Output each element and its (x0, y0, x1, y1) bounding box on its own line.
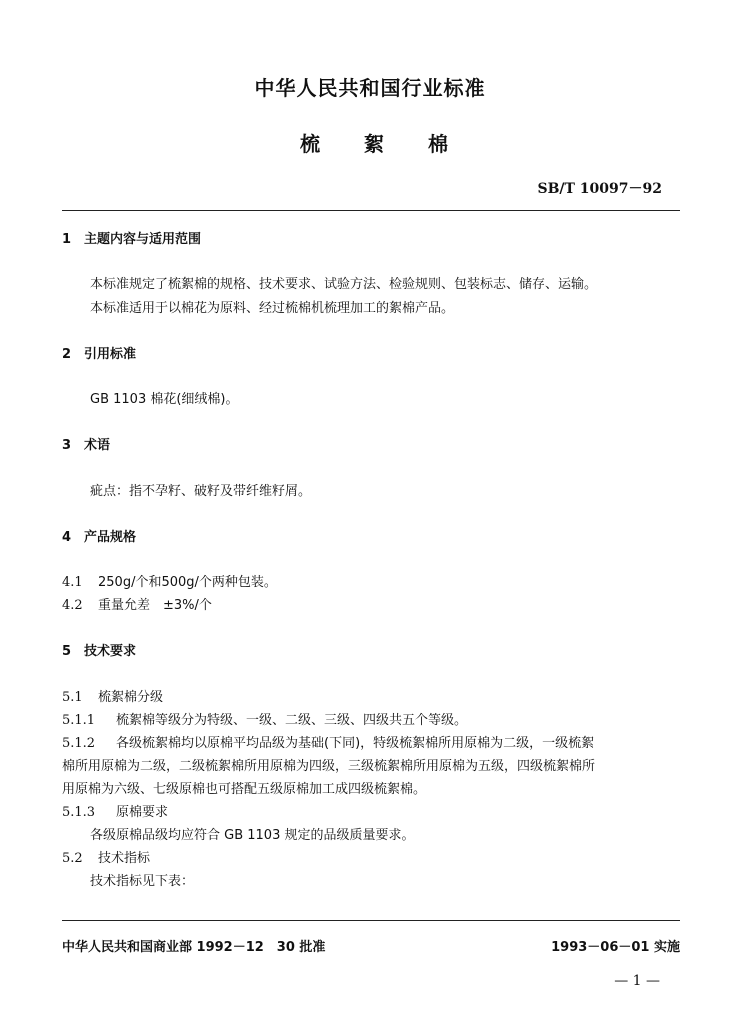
clause-number: 4.2 (62, 598, 83, 613)
page-number: — 1 — (614, 973, 660, 989)
paragraph: 本标准规定了梳絮棉的规格、技术要求、试验方法、检验规则、包装标志、储存、运输。 (90, 277, 598, 292)
paragraph: 疵点：指不孕籽、破籽及带纤维籽屑。 (90, 484, 312, 499)
clause-number: 5.1.1 (62, 713, 96, 728)
section-title: 产品规格 (84, 530, 137, 545)
clause-number: 5.1.3 (62, 805, 96, 820)
paragraph: 棉所用原棉为二级，二级梳絮棉所用原棉为四级，三级梳絮棉所用原棉为五级，四级梳絮棉所 (62, 759, 596, 774)
section-title: 主题内容与适用范围 (84, 232, 202, 247)
clause-text: 重量允差 ±3%/个 (98, 598, 212, 613)
clause-text: 原棉要求 (116, 805, 169, 820)
section-number: 1 (62, 232, 72, 247)
clause-5-1-2 (62, 732, 594, 751)
clause-5-1 (62, 686, 163, 705)
paragraph: 各级原棉品级均应符合 GB 1103 规定的品级质量要求。 (90, 828, 415, 843)
clause-5-2 (62, 847, 150, 866)
paragraph: GB 1103 棉花(细绒棉)。 (90, 392, 239, 407)
section-heading-5 (62, 640, 136, 659)
clause-text: 250g/个和500g/个两种包装。 (98, 575, 277, 590)
section-number: 2 (62, 347, 72, 362)
org-title: 中华人民共和国行业标准 (254, 76, 486, 100)
section-title: 引用标准 (84, 347, 137, 362)
section-number: 5 (62, 644, 72, 659)
section-heading-3 (62, 434, 110, 453)
standard-code: SB/T 10097－92 (537, 181, 662, 197)
clause-text: 各级梳絮棉均以原棉平均品级为基础(下同)，特级梳絮棉所用原棉为二级，一级梳絮 (116, 736, 595, 751)
footer-rule (62, 920, 680, 921)
clause-number: 5.1.2 (62, 736, 96, 751)
clause-text: 梳絮棉等级分为特级、一级、二级、三级、四级共五个等级。 (116, 713, 468, 728)
clause-4-1 (62, 571, 277, 590)
section-number: 4 (62, 530, 72, 545)
clause-number: 4.1 (62, 575, 83, 590)
doc-title-char: 棉 (428, 132, 448, 156)
clause-5-1-3 (62, 801, 168, 820)
paragraph: 用原棉为六级、七级原棉也可搭配五级原棉加工成四级梳絮棉。 (62, 782, 427, 797)
approval-note: 中华人民共和国商业部 1992－12 30 批准 (62, 940, 326, 955)
clause-number: 5.2 (62, 851, 83, 866)
section-heading-2 (62, 343, 136, 362)
doc-title-char: 絮 (364, 132, 384, 156)
section-heading-1 (62, 228, 201, 247)
clause-5-1-1 (62, 709, 467, 728)
clause-text: 梳絮棉分级 (98, 690, 164, 705)
doc-title-char: 梳 (300, 132, 320, 156)
paragraph: 技术指标见下表： (90, 874, 195, 889)
section-heading-4 (62, 526, 136, 545)
clause-number: 5.1 (62, 690, 83, 705)
section-title: 技术要求 (84, 644, 137, 659)
header-rule (62, 210, 680, 211)
clause-4-2 (62, 594, 212, 613)
doc-title (300, 128, 492, 157)
section-title: 术语 (84, 438, 111, 453)
clause-text: 技术指标 (98, 851, 151, 866)
section-number: 3 (62, 438, 72, 453)
paragraph: 本标准适用于以棉花为原料、经过梳棉机梳理加工的絮棉产品。 (90, 301, 455, 316)
implementation-date: 1993－06－01 实施 (551, 940, 680, 955)
